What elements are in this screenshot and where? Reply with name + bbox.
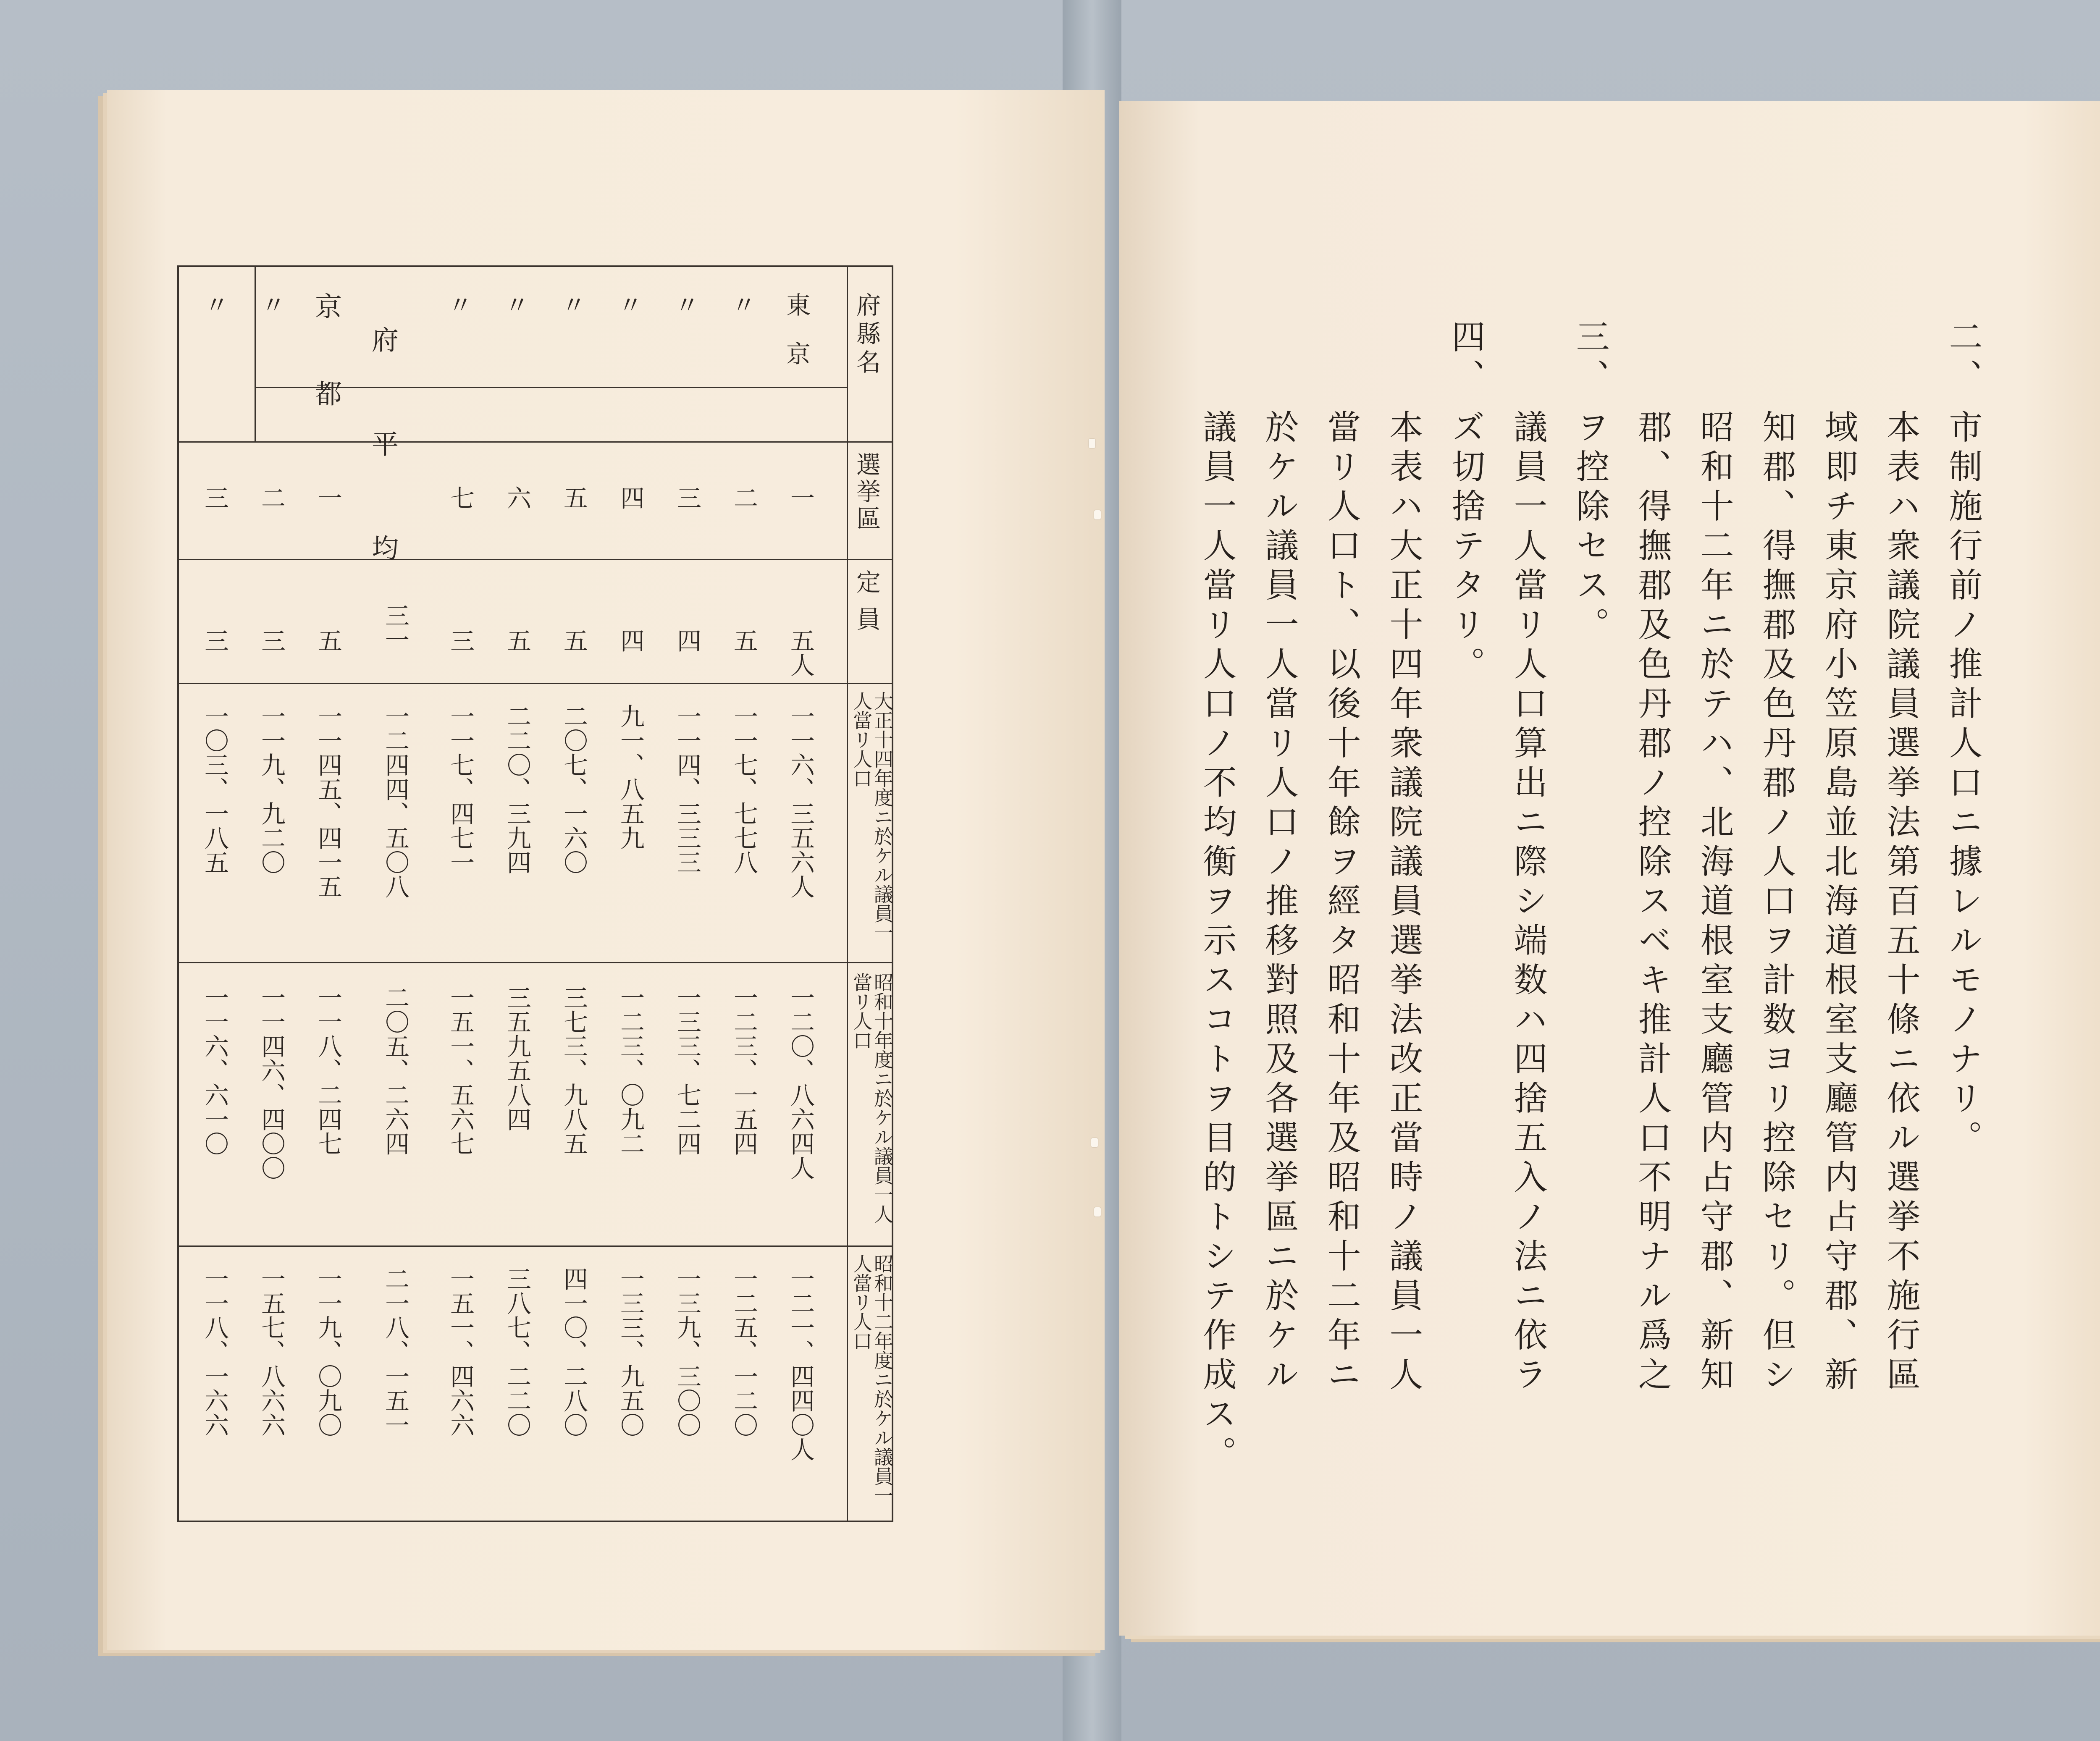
cell-prefecture: 〃 xyxy=(200,292,229,317)
text-line: 於ケル議員一人當リ人口ノ推移對照及各選挙區ニ於ケル xyxy=(1260,409,1299,1396)
cell-showa10: 一一六、六一〇 xyxy=(200,985,229,1156)
cell-taisho14: 九一、八五九 xyxy=(616,704,645,850)
cell-seats: 三一 xyxy=(381,603,410,652)
header-showa10: 昭和十年度ニ於ケル議員一人當リ人口 xyxy=(850,973,894,1224)
cell-district: 三 xyxy=(200,485,229,510)
text-line: 議員一人當リ人口ノ不均衡ヲ示スコトヲ目的トシテ作成ス。 xyxy=(1197,409,1236,1475)
cell-showa10: 一二三、一五四 xyxy=(730,985,758,1156)
cell-taisho14: 二二〇、三九四 xyxy=(503,704,531,874)
cell-showa12: 四一〇、二八〇 xyxy=(559,1266,588,1437)
cell-prefecture: 〃 xyxy=(614,292,643,317)
text-line: 本表ハ衆議院議員選挙法第百五十條ニ依ル選挙不施行區 xyxy=(1881,409,1920,1396)
cell-taisho14: 一一四五、四一五 xyxy=(314,704,342,899)
binding-hole xyxy=(1091,1138,1098,1147)
cell-district: 七 xyxy=(446,485,475,510)
cell-district: 五 xyxy=(559,485,588,510)
cell-district: 二 xyxy=(730,485,758,510)
cell-prefecture: 〃 xyxy=(257,292,286,317)
text-line: 郡、得撫郡及色丹郡ノ控除スベキ推計人口不明ナル爲之 xyxy=(1633,409,1672,1396)
cell-showa12: 一二一、四四〇人 xyxy=(786,1266,815,1461)
cell-showa10: 三五九五八四 xyxy=(503,985,531,1131)
cell-showa12: 一二五、一二〇 xyxy=(730,1266,758,1437)
cell-taisho14: 一一七、七七八 xyxy=(730,704,758,874)
row-divider-2 xyxy=(179,559,892,560)
header-column-divider xyxy=(847,267,848,1521)
cell-showa10: 三七三、九八五 xyxy=(559,985,588,1156)
cell-seats: 三 xyxy=(200,628,229,653)
cell-seats: 五 xyxy=(503,628,531,653)
cell-showa10: 一三三、七二四 xyxy=(673,985,701,1156)
cell-showa12: 一三三、九五〇 xyxy=(616,1266,645,1437)
binding-hole xyxy=(1094,1207,1101,1217)
text-line: 當リ人口ト、以後十年餘ヲ經タ昭和十年及昭和十二年ニ xyxy=(1322,409,1361,1396)
header-taisho14: 大正十四年度ニ於ケル議員一人當リ人口 xyxy=(850,691,894,942)
cell-showa12: 一三九、三〇〇 xyxy=(673,1266,701,1437)
cell-district: 四 xyxy=(616,485,645,510)
row-divider-1 xyxy=(179,441,892,443)
cell-taisho14: 一一九、九二〇 xyxy=(257,704,286,874)
item-number-2: 二、 xyxy=(1943,319,1982,398)
text-line: 昭和十二年ニ於テハ、北海道根室支廳管内占守郡、新知 xyxy=(1695,409,1734,1396)
cell-taisho14: 一二四四、五〇八 xyxy=(381,704,410,899)
cell-taisho14: 一一六、三五六人 xyxy=(786,704,815,899)
cell-taisho14: 一一七、四七一 xyxy=(446,704,475,874)
binding-hole xyxy=(1094,510,1101,519)
cell-showa10: 一五一、五六七 xyxy=(446,985,475,1156)
cell-prefecture: 〃 xyxy=(501,292,529,317)
prefecture-underline xyxy=(255,387,847,388)
binding-hole xyxy=(1089,439,1095,448)
cell-showa12: 一五七、八六六 xyxy=(257,1266,286,1437)
cell-showa10: 一二三、〇九二 xyxy=(616,985,645,1156)
cell-showa10: 一一四六、四〇〇 xyxy=(257,985,286,1180)
cell-district: 六 xyxy=(503,485,531,510)
cell-seats: 五人 xyxy=(786,628,815,677)
cell-showa12: 二一八、一五一 xyxy=(381,1266,410,1437)
cell-showa10: 一一八、二四七 xyxy=(314,985,342,1156)
cell-showa12: 一五一、四六六 xyxy=(446,1266,475,1437)
text-line: 域即チ東京府小笠原島並北海道根室支廳管内占守郡、新 xyxy=(1819,409,1858,1396)
cell-seats: 五 xyxy=(559,628,588,653)
text-line: 市制施行前ノ推計人口ニ據レルモノナリ。 xyxy=(1943,409,1982,1159)
cell-taisho14: 二〇七、一六〇 xyxy=(559,704,588,874)
cell-showa12: 一一九、〇九〇 xyxy=(314,1266,342,1437)
cell-prefecture: 京 都 xyxy=(310,292,341,423)
cell-district: 二 xyxy=(257,485,286,510)
cell-district: 三 xyxy=(673,485,701,510)
text-line: ズ切捨テタリ。 xyxy=(1446,409,1485,686)
cell-district: 一 xyxy=(314,485,342,510)
cell-seats: 三 xyxy=(257,628,286,653)
cell-taisho14: 一〇三、一八五 xyxy=(200,704,229,874)
cell-prefecture: 府 平 均 xyxy=(367,326,398,586)
prefecture-divider xyxy=(255,267,256,441)
cell-seats: 五 xyxy=(730,628,758,653)
text-line: 議員一人當リ人口算出ニ際シ端数ハ四捨五入ノ法ニ依ラ xyxy=(1508,409,1547,1396)
header-district: 選挙區 xyxy=(852,452,881,532)
text-line: 本表ハ大正十四年衆議院議員選挙法改正當時ノ議員一人 xyxy=(1384,409,1423,1396)
text-line: ヲ控除セス。 xyxy=(1570,409,1609,646)
cell-prefecture: 東 京 xyxy=(782,292,811,365)
cell-prefecture: 〃 xyxy=(557,292,586,317)
row-divider-4 xyxy=(179,962,892,963)
cell-seats: 四 xyxy=(673,628,701,653)
cell-showa10: 二〇五、二六四 xyxy=(381,985,410,1156)
item-number-3: 三、 xyxy=(1570,319,1609,398)
cell-showa12: 一一八、一六六 xyxy=(200,1266,229,1437)
header-showa12: 昭和十二年度ニ於ケル議員一人當リ人口 xyxy=(850,1254,894,1505)
row-divider-3 xyxy=(179,683,892,684)
cell-prefecture: 〃 xyxy=(671,292,699,317)
row-divider-5 xyxy=(179,1245,892,1247)
header-prefecture: 府縣名 xyxy=(852,292,881,378)
cell-district: 一 xyxy=(786,485,815,510)
cell-seats: 四 xyxy=(616,628,645,653)
cell-prefecture: 〃 xyxy=(727,292,756,317)
cell-taisho14: 一一四、三三三 xyxy=(673,704,701,874)
cell-seats: 五 xyxy=(314,628,342,653)
item-number-4: 四、 xyxy=(1446,319,1485,398)
cell-seats: 三 xyxy=(446,628,475,653)
cell-showa12: 三八七、二二〇 xyxy=(503,1266,531,1437)
population-table xyxy=(177,265,893,1522)
cell-showa10: 一二〇、八六四人 xyxy=(786,985,815,1180)
cell-prefecture: 〃 xyxy=(444,292,472,317)
text-line: 知郡、得撫郡及色丹郡ノ人口ヲ計数ヨリ控除セリ。但シ xyxy=(1757,409,1796,1396)
header-seats: 定員 xyxy=(852,569,881,643)
